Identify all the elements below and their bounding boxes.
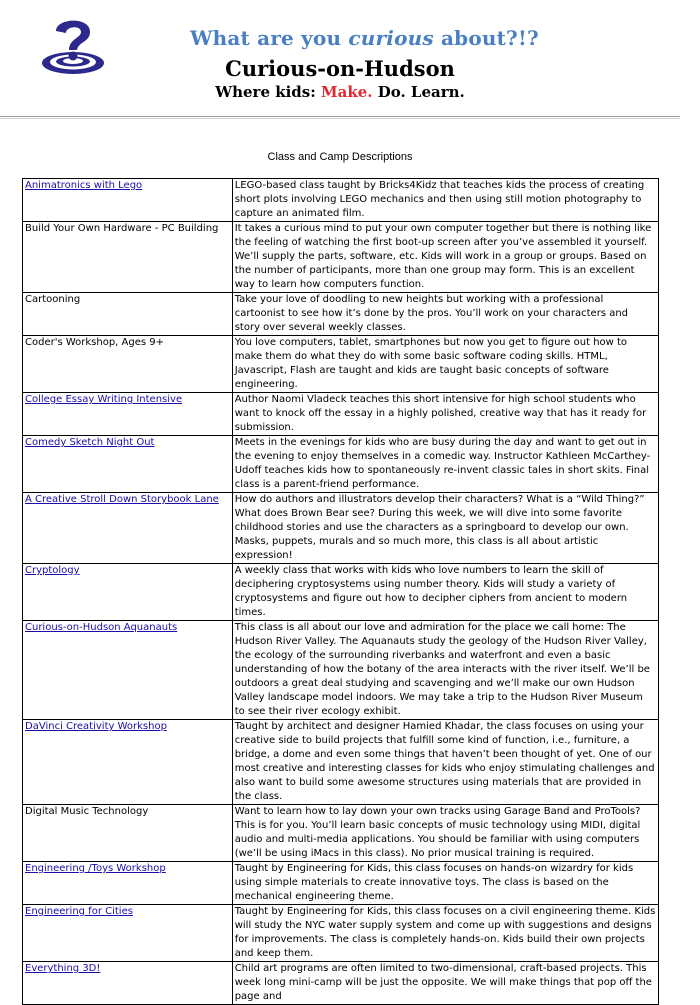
table-row [23, 564, 659, 621]
class-description-cell: How do authors and illustrators develop their characters? What is a “Wild Thing?” What does Brown Bear see? During this week, we will dive into some favorite childhood stories and use the characters as a springboard to develop our own. Masks, puppets, murals and so much more, this class is all about artistic expression! [232, 493, 658, 564]
table-row [23, 805, 659, 862]
class-description-cell: Want to learn how to lay down your own tracks using Garage Band and ProTools? This is for you. You’ll learn basic concepts of music technology using MIDI, digital audio and multi-media applications. You should be familiar with using computers (we’ll be using iMacs in this class). No prior musical training is required. [232, 805, 658, 862]
document-title: Class and Camp Descriptions [267, 151, 413, 163]
table-row [23, 293, 659, 336]
class-name-cell [23, 805, 233, 862]
class-name: Digital Music Technology [25, 806, 149, 817]
class-name-cell [23, 621, 233, 720]
table-row [23, 962, 659, 1005]
table-row [23, 436, 659, 493]
tagline: What are you curious about?!? [190, 26, 539, 50]
class-descriptions-table [22, 178, 659, 1005]
class-name: Coder's Workshop, Ages 9+ [25, 337, 165, 348]
class-description-cell: It takes a curious mind to put your own computer together but there is nothing like the feeling of watching the first boot-up screen after you’ve assembled it yourself. We’ll supply the parts, software, etc. Kids will work in a group or groups. Based on the number of participants, more than one group may form. This is an excellent way to learn how computers function. [232, 222, 658, 293]
class-description-cell: This class is all about our love and admiration for the place we call home: The Hudson River Valley. The Aquanauts study the geology of the Hudson River Valley, the ecology of the surrounding riverbanks and waterfront and even a basic understanding of how the botany of the area interacts with the river itself. We’ll be outdoors a great deal studying and scavenging and we’ll make our own Hudson Valley landscape model indoors. We may take a trip to the Hudson River Museum to see their river ecology exhibit. [232, 621, 658, 720]
class-description-cell: Taught by Engineering for Kids, this class focuses on hands-on wizardry for kids using simple materials to create innovative toys. The class is based on the mechanical engineering theme. [232, 862, 658, 905]
class-name-cell [23, 336, 233, 393]
table-row [23, 179, 659, 222]
class-description-cell: Take your love of doodling to new heights but working with a professional cartoonist to see how it’s done by the pros. You’ll work on your characters and story over several weekly classes. [232, 293, 658, 336]
brand-name: Curious-on-Hudson [225, 56, 455, 81]
tagline-emphasis: curious [348, 26, 434, 50]
class-description-cell: Taught by Engineering for Kids, this class focuses on a civil engineering theme. Kids will study the NYC water supply system and come up with suggestions and designs for improvements. The class is completely hands-on. Kids build their own projects and keep them. [232, 905, 658, 962]
class-name-link[interactable]: Curious-on-Hudson Aquanauts [25, 622, 178, 633]
class-description-cell: Author Naomi Vladeck teaches this short intensive for high school students who want to knock off the essay in a highly polished, creative way that has it ready for submission. [232, 393, 658, 436]
class-description-cell: You love computers, tablet, smartphones but now you get to figure out how to make them do what they do with some basic software coding skills. HTML, Javascript, Flash are taught and kids are taught basic concepts of software engineering. [232, 336, 658, 393]
motto-make: Make. [321, 83, 373, 101]
table-row [23, 720, 659, 805]
header-divider [0, 116, 680, 117]
class-name-link[interactable]: DaVinci Creativity Workshop [25, 721, 167, 732]
class-name-link[interactable]: Everything 3D! [25, 963, 101, 974]
table-row [23, 222, 659, 293]
class-name-cell [23, 436, 233, 493]
class-name-cell [23, 293, 233, 336]
class-description-cell: Taught by architect and designer Hamied Khadar, the class focuses on using your creative side to build projects that fulfill some kind of function, i.e., furniture, a bridge, a dome and even some things that haven’t been thought of yet. One of our most creative and interesting classes for kids who enjoy stimulating challenges and also want to build some awesome structures using materials that are provided in the class. [232, 720, 658, 805]
class-name-link[interactable]: Engineering /Toys Workshop [25, 863, 166, 874]
class-description-cell: LEGO-based class taught by Bricks4Kidz that teaches kids the process of creating short plots involving LEGO mechanics and then using still motion photography to capture an animated film. [232, 179, 658, 222]
class-description-cell: Meets in the evenings for kids who are busy during the day and want to get out in the evening to enjoy themselves in a comedic way. Instructor Kathleen McCarthey-Udoff teaches kids how to spontaneously re-invent classic tales in short skits. Final class is a parent-friend performance. [232, 436, 658, 493]
class-name: Cartooning [25, 294, 81, 305]
table-row [23, 905, 659, 962]
class-name-link[interactable]: A Creative Stroll Down Storybook Lane [25, 494, 219, 505]
table-row [23, 862, 659, 905]
table-row [23, 493, 659, 564]
class-name-cell [23, 179, 233, 222]
class-description-cell: Child art programs are often limited to two-dimensional, craft-based projects. This week long mini-camp will be just the opposite. We will make things that pop off the page and [232, 962, 658, 1005]
class-name-cell [23, 222, 233, 293]
class-name-link[interactable]: College Essay Writing Intensive [25, 394, 183, 405]
class-name-cell [23, 720, 233, 805]
class-name-cell [23, 862, 233, 905]
header-divider-shadow [0, 118, 680, 119]
table-row [23, 621, 659, 720]
class-name-cell [23, 962, 233, 1005]
class-description-cell: A weekly class that works with kids who love numbers to learn the skill of deciphering cryptosystems using number theory. Kids will study a variety of cryptosystems and figure out how to decipher ciphers from ancient to modern times. [232, 564, 658, 621]
page-header [0, 0, 700, 118]
class-name-link[interactable]: Cryptology [25, 565, 80, 576]
class-name-link[interactable]: Engineering for Cities [25, 906, 133, 917]
class-name-cell [23, 493, 233, 564]
class-name: Build Your Own Hardware - PC Building [25, 223, 219, 234]
table-row [23, 393, 659, 436]
class-name-cell [23, 393, 233, 436]
table-row [23, 336, 659, 393]
motto: Where kids: Make. Do. Learn. [215, 83, 465, 101]
class-name-cell [23, 905, 233, 962]
class-name-link[interactable]: Animatronics with Lego [25, 180, 143, 191]
class-name-link[interactable]: Comedy Sketch Night Out [25, 437, 155, 448]
class-name-cell [23, 564, 233, 621]
